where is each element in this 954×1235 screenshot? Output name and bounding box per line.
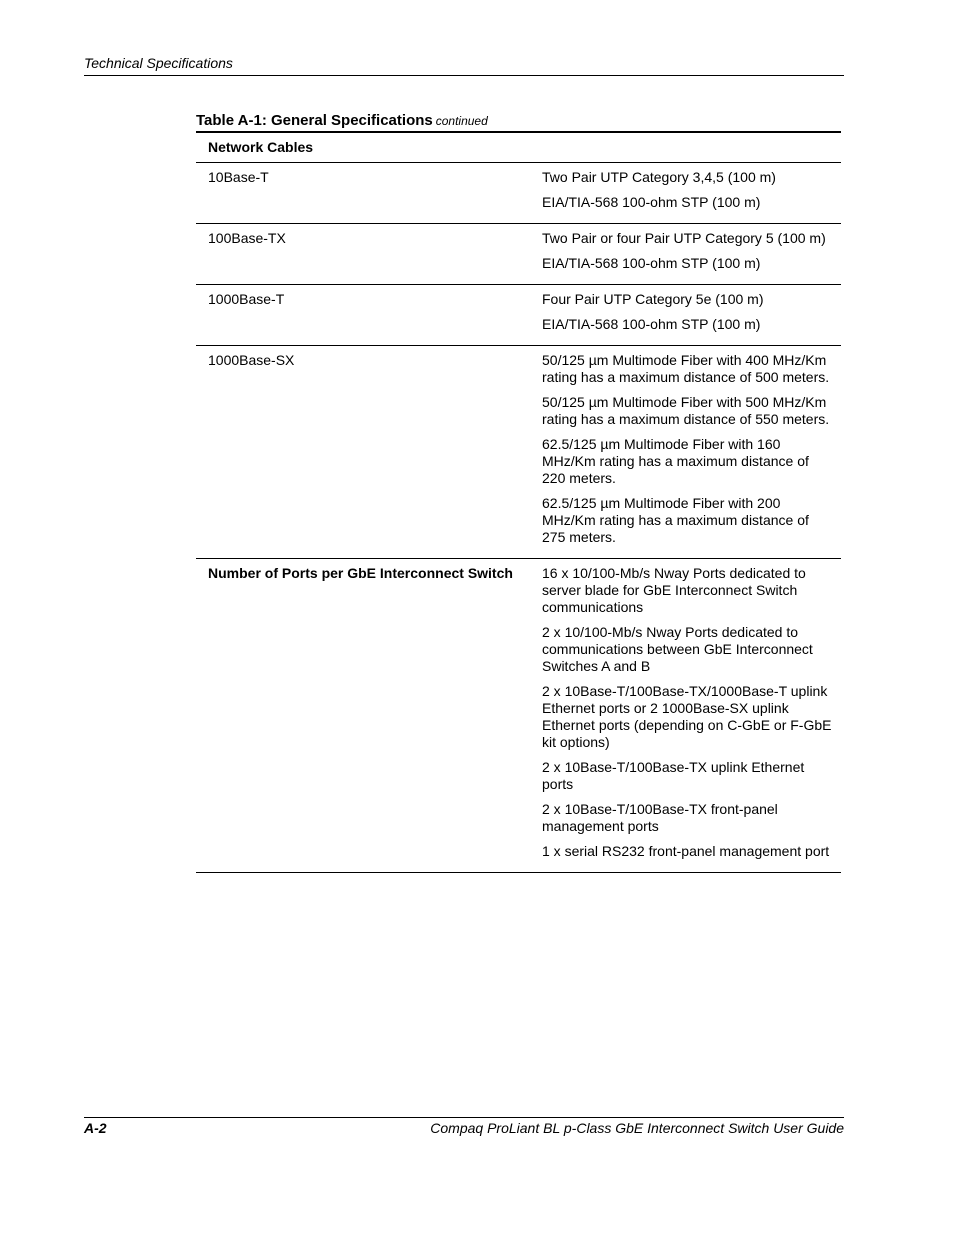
row-label: 100Base-TX bbox=[208, 230, 286, 246]
table-caption-continued: continued bbox=[435, 114, 488, 128]
running-title: Technical Specifications bbox=[84, 55, 233, 71]
specifications-table bbox=[196, 131, 841, 873]
table-row bbox=[196, 163, 841, 224]
row-value: EIA/TIA-568 100-ohm STP (100 m) bbox=[542, 194, 761, 210]
row-value: 2 x 10Base-T/100Base-TX front-panel management ports bbox=[542, 801, 778, 834]
table-section-header bbox=[196, 133, 841, 163]
table-row bbox=[196, 559, 841, 873]
table-body bbox=[196, 163, 841, 873]
row-value: 62.5/125 µm Multimode Fiber with 160 MHz/Km rating has a maximum distance of 220 meters. bbox=[542, 436, 809, 486]
row-values bbox=[542, 230, 841, 280]
book-title: Compaq ProLiant BL p-Class GbE Interconnect Switch User Guide bbox=[430, 1120, 844, 1136]
row-values bbox=[542, 169, 841, 219]
row-value: Two Pair UTP Category 3,4,5 (100 m) bbox=[542, 169, 776, 185]
running-header bbox=[84, 55, 844, 76]
row-value: EIA/TIA-568 100-ohm STP (100 m) bbox=[542, 255, 761, 271]
table-row bbox=[196, 285, 841, 346]
row-values bbox=[542, 565, 841, 868]
row-value: 50/125 µm Multimode Fiber with 400 MHz/Km rating has a maximum distance of 500 meters. bbox=[542, 352, 830, 385]
table-caption-label: Table A-1: General Specifications bbox=[196, 112, 433, 129]
row-value: EIA/TIA-568 100-ohm STP (100 m) bbox=[542, 316, 761, 332]
row-value: 1 x serial RS232 front-panel management port bbox=[542, 843, 830, 859]
row-label: 10Base-T bbox=[208, 169, 269, 185]
row-value: 2 x 10Base-T/100Base-TX/1000Base-T uplink Ethernet ports or 2 1000Base-SX uplink Ethernet ports (depending on C-GbE or F-GbE kit options) bbox=[542, 683, 832, 750]
row-value: 16 x 10/100-Mb/s Nway Ports dedicated to server blade for GbE Interconnect Switch communications bbox=[542, 565, 806, 615]
row-label: 1000Base-SX bbox=[208, 352, 295, 368]
page-footer bbox=[84, 1117, 844, 1136]
row-value: 2 x 10Base-T/100Base-TX uplink Ethernet ports bbox=[542, 759, 805, 792]
row-values bbox=[542, 291, 841, 341]
row-label: 1000Base-T bbox=[208, 291, 285, 307]
row-value: Two Pair or four Pair UTP Category 5 (100 m) bbox=[542, 230, 826, 246]
row-value: 62.5/125 µm Multimode Fiber with 200 MHz/Km rating has a maximum distance of 275 meters. bbox=[542, 495, 809, 545]
row-value: 50/125 µm Multimode Fiber with 500 MHz/Km rating has a maximum distance of 550 meters. bbox=[542, 394, 830, 427]
row-value: Four Pair UTP Category 5e (100 m) bbox=[542, 291, 764, 307]
section-title: Network Cables bbox=[208, 139, 314, 155]
table-row bbox=[196, 346, 841, 559]
row-value: 2 x 10/100-Mb/s Nway Ports dedicated to communications between GbE Interconnect Switches A and B bbox=[542, 624, 813, 674]
table-caption bbox=[196, 112, 488, 129]
row-label: Number of Ports per GbE Interconnect Switch bbox=[208, 565, 513, 581]
row-values bbox=[542, 352, 841, 554]
page-number: A-2 bbox=[84, 1120, 107, 1136]
table-row bbox=[196, 224, 841, 285]
